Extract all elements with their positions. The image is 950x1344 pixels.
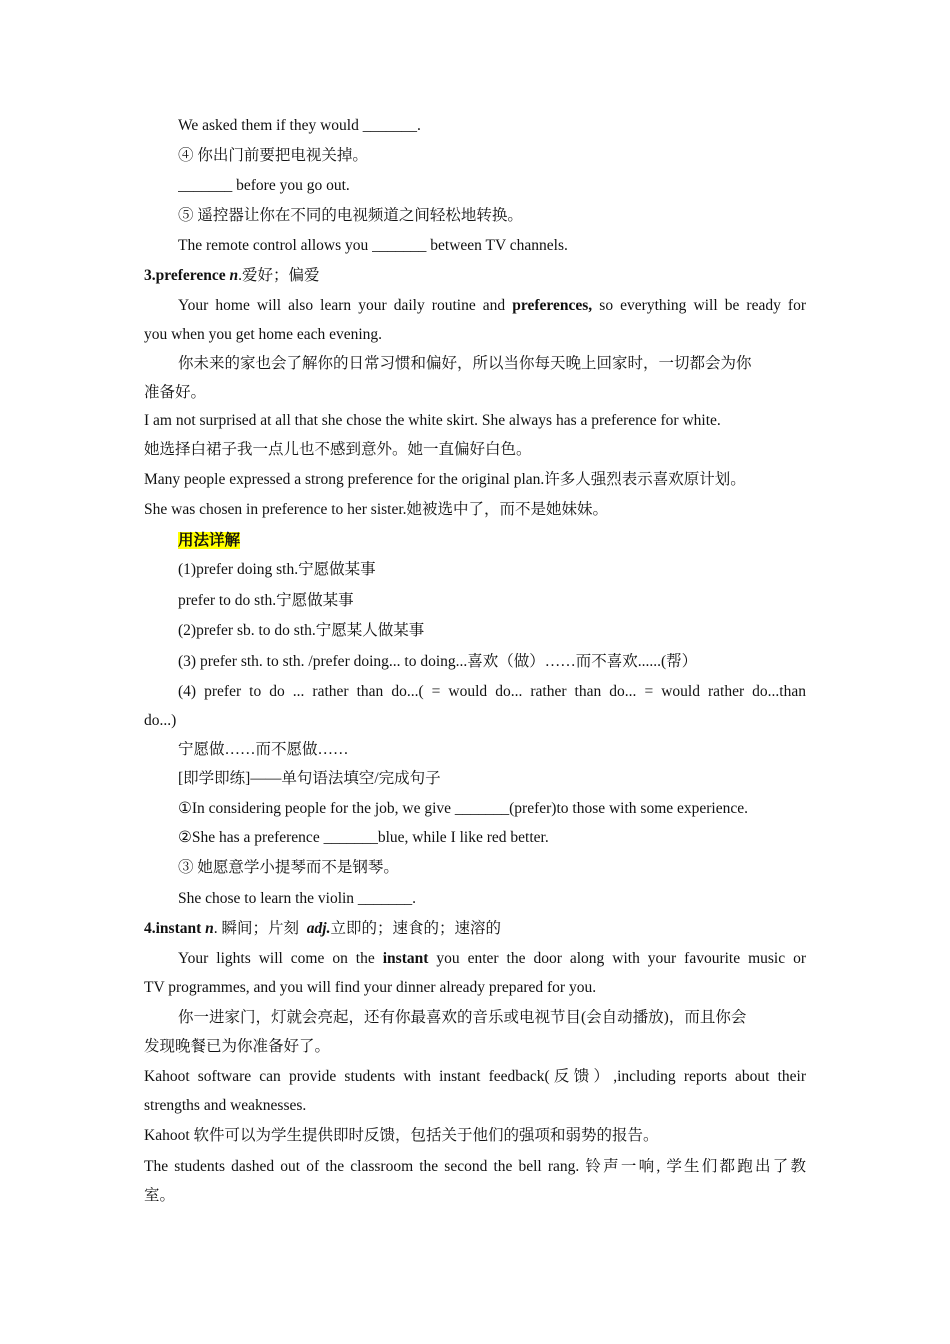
vocab-heading-preference — [144, 266, 806, 286]
practice-chinese-prompt: ③ 她愿意学小提琴而不是钢琴。 — [178, 859, 399, 876]
practice-item: ②She has a preference _______blue, while I like red better. — [178, 829, 549, 846]
usage-item: (2)prefer sb. to do sth.宁愿某人做某事 — [178, 622, 425, 639]
vocab-meaning: .爱好；偏爱 — [238, 267, 320, 284]
example-bilingual-line: Many people expressed a strong preference for the original plan.许多人强烈表示喜欢原计划。 — [144, 471, 746, 488]
example-chinese-line: 你未来的家也会了解你的日常习惯和偏好，所以当你每天晚上回家时，一切都会为你 — [178, 355, 752, 372]
example-english-line: Your home will also learn your daily routine and preferences, so everything will be ready for — [178, 297, 806, 314]
example-chinese-line: 室。 — [144, 1187, 176, 1204]
example-english-line: TV programmes, and you will find your dinner already prepared for you. — [144, 979, 597, 996]
example-bilingual-line: She was chosen in preference to her sister.她被选中了，而不是她妹妹。 — [144, 501, 609, 518]
example-english-line: I am not surprised at all that she chose the white skirt. She always has a preference for white. — [144, 412, 721, 429]
example-chinese-line: 发现晚餐已为你准备好了。 — [144, 1038, 331, 1055]
example-chinese-line: 准备好。 — [144, 384, 207, 401]
example-chinese-line: 她选择白裙子我一点儿也不感到意外。她一直偏好白色。 — [144, 441, 532, 458]
usage-item: do...) — [144, 712, 177, 729]
highlighted-word: preferences, — [512, 297, 593, 314]
example-english-line: Your lights will come on the instant you enter the door along with your favourite music or — [178, 950, 806, 967]
exercise-chinese-prompt: ⑤ 遥控器让你在不同的电视频道之间轻松地转换。 — [178, 207, 523, 224]
usage-item: prefer to do sth.宁愿做某事 — [178, 592, 354, 609]
exercise-sentence: The remote control allows you _______ between TV channels. — [178, 237, 568, 254]
part-of-speech: n — [205, 920, 214, 937]
usage-item: (4) prefer to do ... rather than do...( = would do... rather than do... = would rather do...than — [178, 683, 806, 700]
vocab-meaning: . 瞬间；片刻 — [213, 920, 300, 937]
example-bilingual-line: The students dashed out of the classroom the second the bell rang. 铃声一响, 学生们都跑出了教 — [144, 1158, 806, 1175]
example-english-line: strengths and weaknesses. — [144, 1097, 307, 1114]
example-chinese-line: 你一进家门，灯就会亮起，还有你最喜欢的音乐或电视节目(会自动播放)，而且你会 — [178, 1009, 747, 1026]
usage-section-title: 用法详解 — [178, 532, 241, 549]
exercise-sentence: We asked them if they would _______. — [178, 117, 421, 134]
example-english-line: Kahoot software can provide students with instant feedback(反馈）,including reports about their — [144, 1068, 806, 1085]
example-english-line: you when you get home each evening. — [144, 326, 383, 343]
vocab-meaning: 立即的；速食的；速溶的 — [330, 920, 501, 937]
vocab-heading-instant — [144, 919, 806, 939]
highlighted-word: instant — [382, 950, 429, 967]
exercise-sentence: _______ before you go out. — [178, 177, 350, 194]
example-chinese-line: Kahoot 软件可以为学生提供即时反馈，包括关于他们的强项和弱势的报告。 — [144, 1127, 659, 1144]
usage-item: (3) prefer sth. to sth. /prefer doing... to doing...喜欢（做）……而不喜欢......(帮） — [178, 653, 698, 670]
usage-item: 宁愿做……而不愿做…… — [178, 741, 349, 758]
practice-item: She chose to learn the violin _______. — [178, 890, 417, 907]
part-of-speech: adj. — [306, 920, 331, 937]
part-of-speech: n — [229, 267, 239, 284]
usage-item: (1)prefer doing sth.宁愿做某事 — [178, 561, 376, 578]
practice-item: ①In considering people for the job, we give _______(prefer)to those with some experience. — [178, 800, 748, 817]
exercise-chinese-prompt: ④ 你出门前要把电视关掉。 — [178, 147, 368, 164]
practice-section-title: [即学即练]——单句语法填空/完成句子 — [178, 770, 441, 787]
vocab-word: 4.instant — [144, 920, 202, 937]
vocab-word: 3.preference — [144, 267, 226, 284]
